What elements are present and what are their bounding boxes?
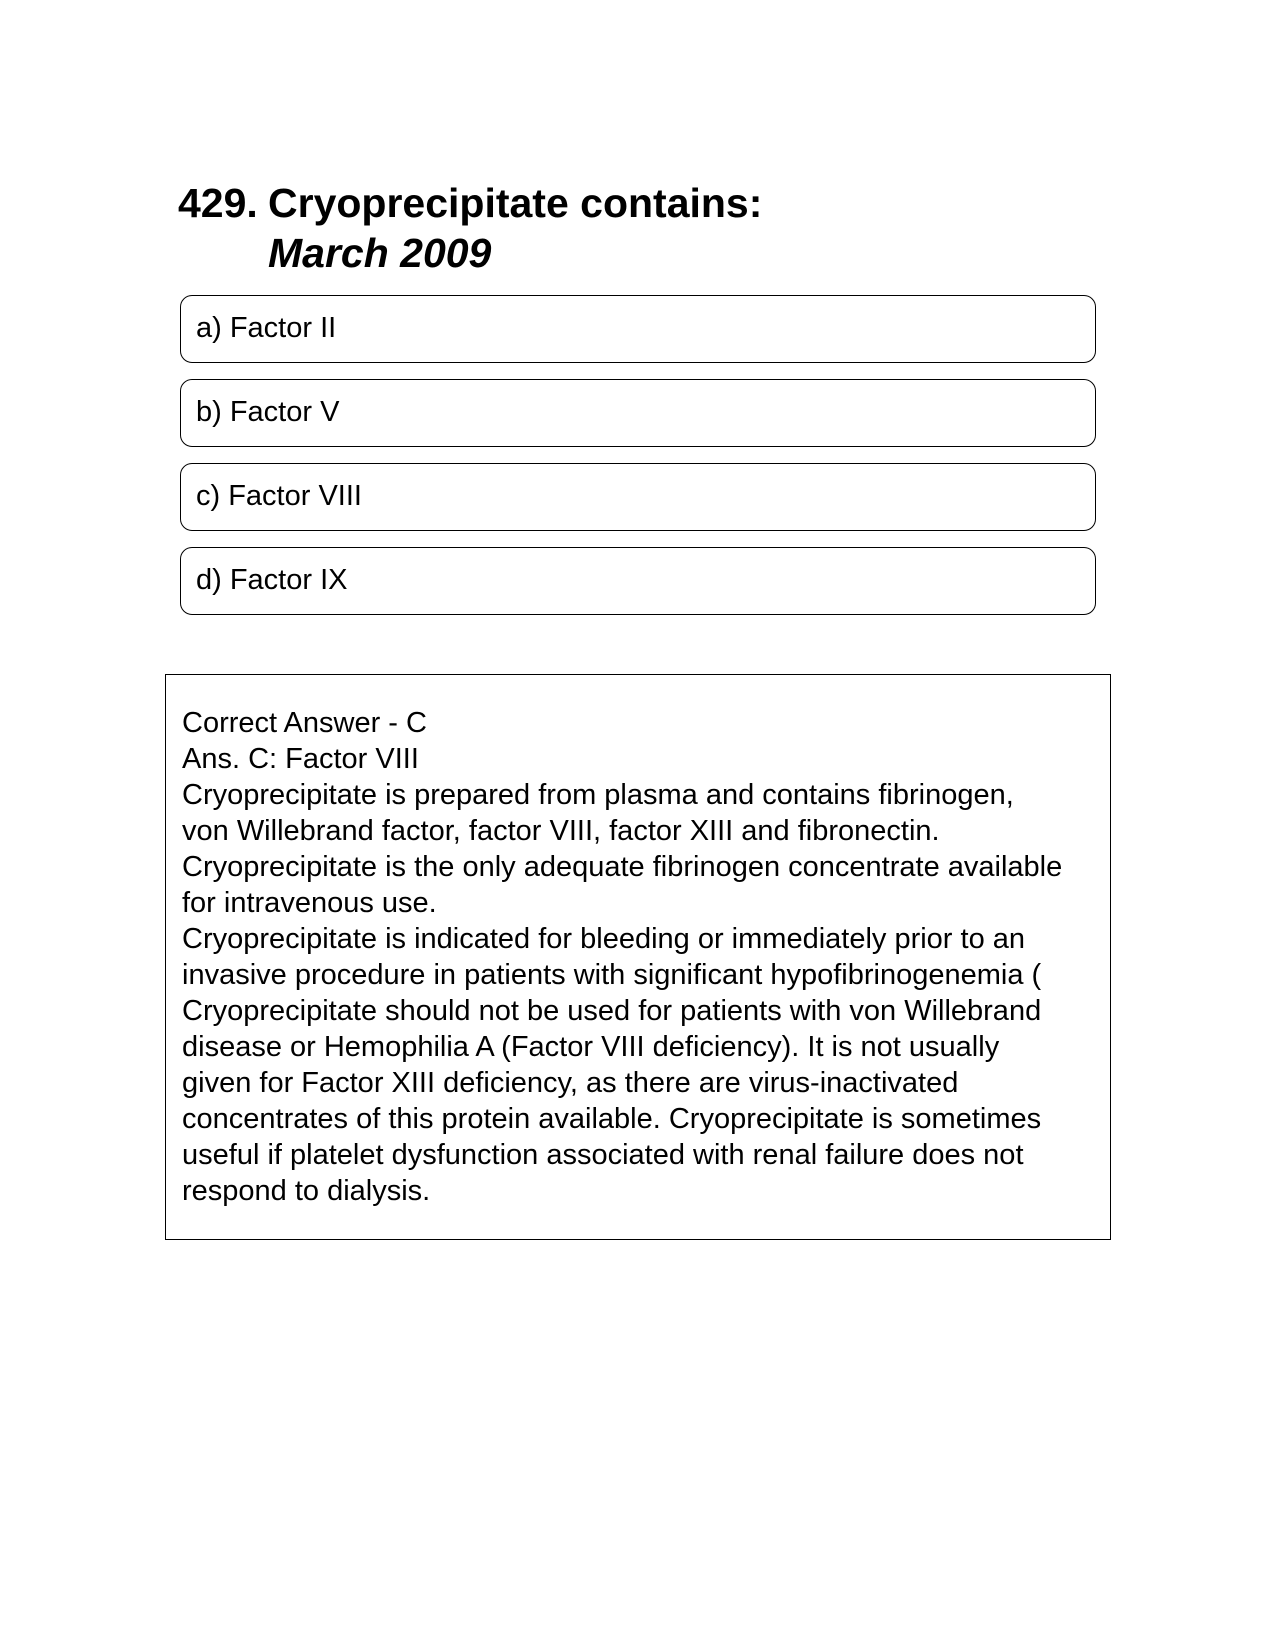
answer-summary: Ans. C: Factor VIII	[182, 743, 419, 775]
question-date: March 2009	[268, 230, 492, 276]
question-number: 429.	[178, 180, 258, 226]
option-a[interactable]: a) Factor II	[180, 295, 1096, 363]
answer-explanation-box	[165, 674, 1111, 1240]
explanation-line: for intravenous use.	[182, 887, 437, 919]
explanation-line: useful if platelet dysfunction associated with renal failure does not	[182, 1139, 1024, 1171]
option-c[interactable]: c) Factor VIII	[180, 463, 1096, 531]
correct-answer: Correct Answer - C	[182, 707, 427, 739]
question-title: Cryoprecipitate contains:	[268, 180, 763, 226]
explanation-line: Cryoprecipitate is the only adequate fibrinogen concentrate available	[182, 851, 1063, 883]
option-d[interactable]: d) Factor IX	[180, 547, 1096, 615]
option-b[interactable]: b) Factor V	[180, 379, 1096, 447]
explanation-line: Cryoprecipitate is prepared from plasma and contains fibrinogen,	[182, 779, 1014, 811]
explanation-line: von Willebrand factor, factor VIII, factor XIII and fibronectin.	[182, 815, 940, 847]
explanation-line: given for Factor XIII deficiency, as there are virus-inactivated	[182, 1067, 959, 1099]
explanation-line: respond to dialysis.	[182, 1175, 431, 1207]
explanation-line: concentrates of this protein available. Cryoprecipitate is sometimes	[182, 1103, 1042, 1135]
answer-options	[180, 295, 1096, 631]
explanation-line: Cryoprecipitate should not be used for patients with von Willebrand	[182, 995, 1042, 1027]
explanation-line: disease or Hemophilia A (Factor VIII deficiency). It is not usually	[182, 1031, 1000, 1063]
explanation-line: Cryoprecipitate is indicated for bleeding or immediately prior to an	[182, 923, 1026, 955]
explanation-line: invasive procedure in patients with significant hypofibrinogenemia (	[182, 959, 1042, 991]
